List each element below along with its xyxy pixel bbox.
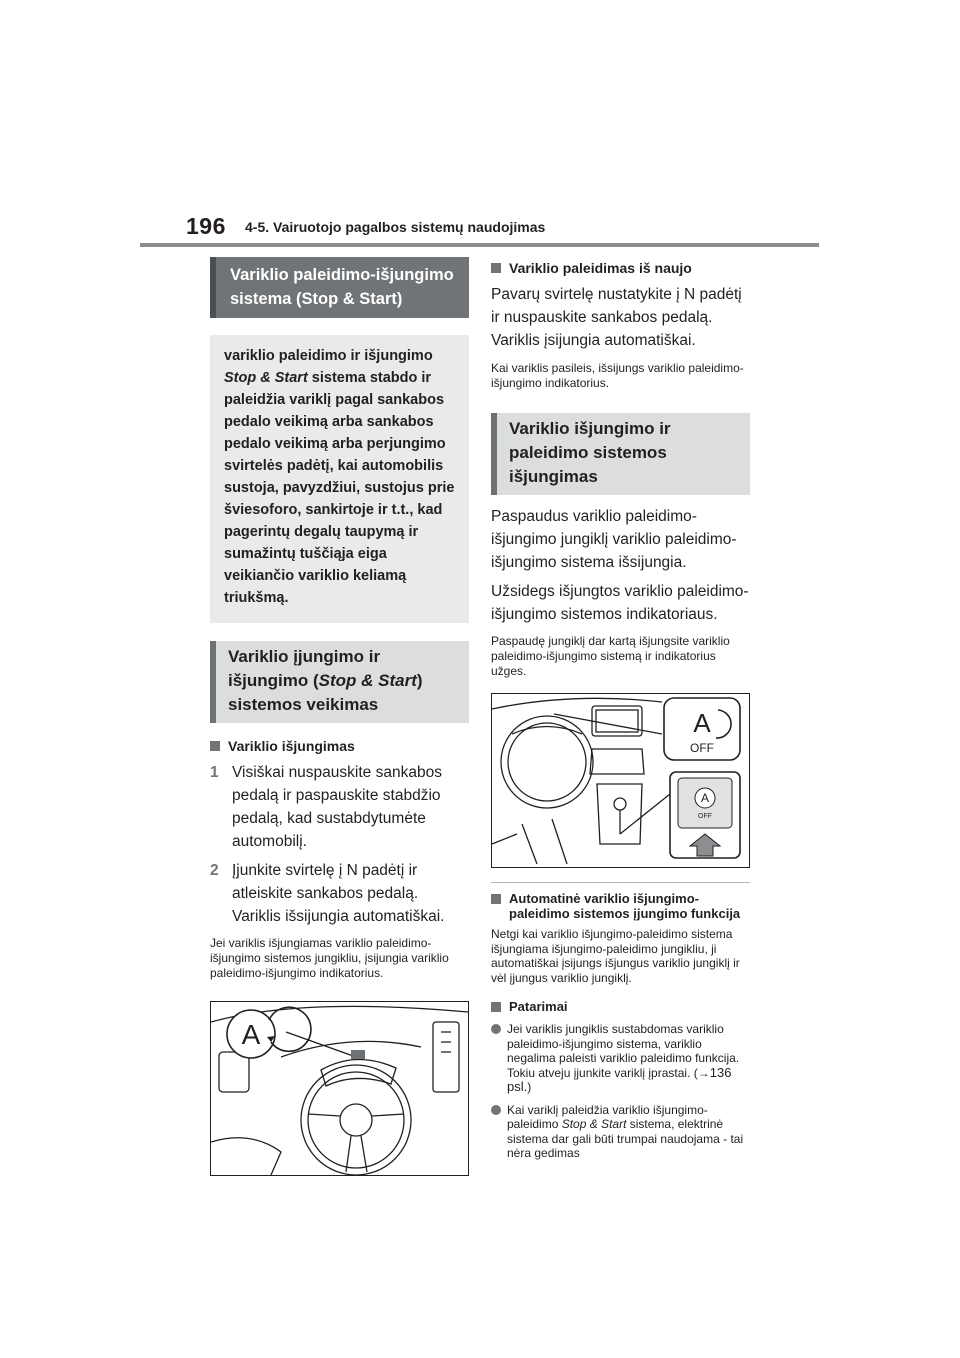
summary-text-italic: Stop & Start xyxy=(224,370,308,386)
summary-text-pre: variklio paleidimo ir išjungimo xyxy=(224,348,433,364)
subsection-title-operation xyxy=(210,641,469,723)
tip-1 xyxy=(491,1022,750,1095)
disable-text-2: Užsidegs išjungtos variklio paleidimo-išjungimo sistemos indikatoriaus. xyxy=(491,583,749,623)
square-bullet-icon xyxy=(491,894,501,904)
page-reference-link[interactable]: 136 psl. xyxy=(507,1064,732,1094)
summary-box xyxy=(210,335,469,623)
right-column xyxy=(491,257,750,1161)
left-column xyxy=(210,257,469,1176)
section-title-stop-start: Variklio paleidimo-išjungimo sistema (Stop & Start) xyxy=(210,257,469,318)
auto-function-heading xyxy=(491,891,750,921)
dashboard-drawing xyxy=(211,1002,468,1175)
tips-heading-text: Patarimai xyxy=(509,999,568,1014)
callout-off-top: OFF xyxy=(690,741,714,755)
engine-stop-heading xyxy=(210,737,469,755)
tip-2 xyxy=(491,1103,750,1161)
subsection-text-italic: Stop & Start xyxy=(318,671,417,690)
step-number: 2 xyxy=(210,862,219,879)
restart-heading xyxy=(491,259,750,277)
subsection-text-post: ) sistemos veikimas xyxy=(228,671,423,714)
round-bullet-icon xyxy=(491,1105,501,1115)
tips-heading xyxy=(491,999,750,1014)
round-bullet-icon xyxy=(491,1024,501,1034)
indicator-note: Jei variklis išjungiamas variklio paleidimo-išjungimo sistemos jungikliu, įsijungia variklio paleidimo-išjungimo indikatorius. xyxy=(210,936,449,980)
console-drawing xyxy=(492,694,749,867)
chapter-title: 4-5. Vairuotojo pagalbos sistemų naudojimas xyxy=(245,219,546,235)
steering-wheel-illustration xyxy=(210,1001,469,1176)
step-2 xyxy=(210,859,469,928)
console-illustration xyxy=(491,693,750,868)
subsection-text-pre: Variklio įjungimo ir išjungimo ( xyxy=(228,647,381,690)
engine-stop-heading-text: Variklio išjungimas xyxy=(228,738,355,754)
square-bullet-icon xyxy=(210,741,220,751)
subsection-title-disable: Variklio išjungimo ir paleidimo sistemos išjungimas xyxy=(491,413,750,495)
square-bullet-icon xyxy=(491,1002,501,1012)
auto-function-heading-text: Automatinė variklio išjungimo-paleidimo sistemos įjungimo funkcija xyxy=(509,891,741,921)
restart-heading-text: Variklio paleidimas iš naujo xyxy=(509,260,692,276)
note-divider xyxy=(491,882,750,883)
callout-letter: A xyxy=(241,1019,261,1050)
tip-2-text: Kai variklį paleidžia variklio išjungimo-paleidimo Stop & Start sistema, elektrinė sistema dar gali būti trumpai naudojama - tai nėra gedimas xyxy=(507,1102,744,1160)
auto-function-text: Netgi kai variklio išjungimo-paleidimo sistema išjungiama išjungimo-paleidimo jungikliu, ji automatiškai įsijungs išjungus variklio jungiklį ir vėl įjungus variklio jungiklį. xyxy=(491,927,740,985)
callout-off-bottom: OFF xyxy=(698,813,712,820)
summary-text-post: sistema stabdo ir paleidžia variklį pagal sankabos pedalo veikimą arba sankabos pedalo veikimą arba perjungimo svirtelės padėtį, kai automobilis sustoja, pavyzdžiui, sustojus prie šviesoforo, sankirtoje ir t.t., kad pagerintų degalų taupymą ir sumažintų tuščiąja eiga veikiančio variklio keliamą triukšmą. xyxy=(224,370,455,606)
step-1 xyxy=(210,761,469,853)
square-bullet-icon xyxy=(491,263,501,273)
step-text: Įjunkite svirtelę į N padėtį ir atleiskite sankabos pedalą. Variklis išsijungia automatiškai. xyxy=(232,862,445,925)
restart-text: Pavarų svirtelę nustatykite į N padėtį ir nuspauskite sankabos pedalą. Variklis įsijungia automatiškai. xyxy=(491,286,742,349)
header-rule xyxy=(140,243,819,247)
step-number: 1 xyxy=(210,764,219,781)
page-header xyxy=(0,0,960,250)
restart-note: Kai variklis pasileis, išsijungs variklio paleidimo-išjungimo indikatorius. xyxy=(491,361,744,390)
callout-letter-top: A xyxy=(693,708,711,738)
step-text: Visiškai nuspauskite sankabos pedalą ir paspauskite stabdžio pedalą, kad sustabdytumėte automobilį. xyxy=(232,764,442,850)
page-number: 196 xyxy=(186,213,226,239)
tip-1-text: Jei variklis jungiklis sustabdomas variklio paleidimo-išjungimo sistema, variklio negalima paleisti variklio paleidimo funkcija. Tokiu atveju įjunkite variklį įprastai. (→136 psl.) xyxy=(507,1022,740,1094)
disable-text-1: Paspaudus variklio paleidimo-išjungimo jungiklį variklio paleidimo-išjungimo sistema išsijungia. xyxy=(491,508,737,571)
switch-marker xyxy=(351,1050,365,1059)
disable-note: Paspaudę jungiklį dar kartą išjungsite variklio paleidimo-išjungimo sistemą ir indikatorius užges. xyxy=(491,634,730,678)
callout-letter-bottom: A xyxy=(700,791,710,805)
